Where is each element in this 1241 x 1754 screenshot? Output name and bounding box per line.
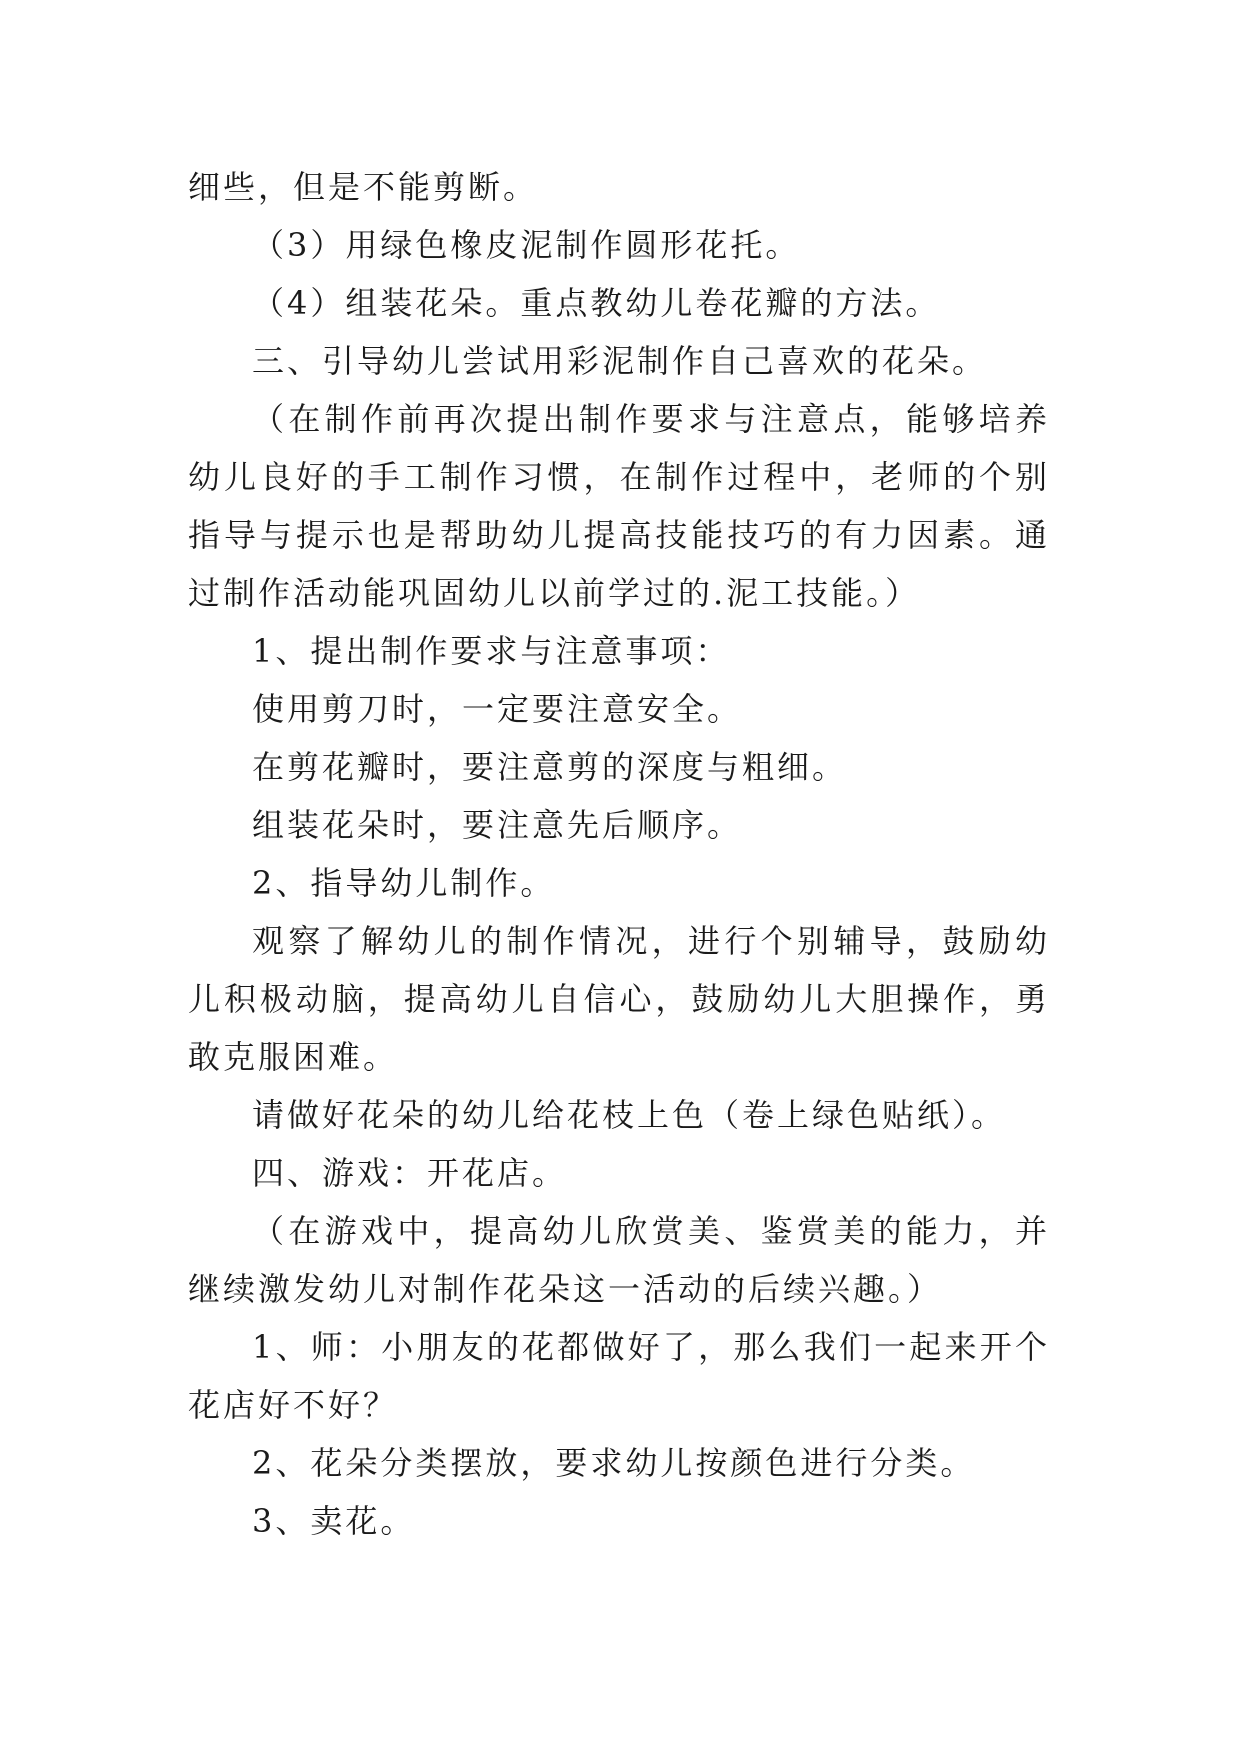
- paragraph: 组装花朵时，要注意先后顺序。: [252, 806, 743, 844]
- paragraph: 在剪花瓣时，要注意剪的深度与粗细。: [252, 748, 848, 786]
- paragraph: （在制作前再次提出制作要求与注意点，能够培养幼儿良好的手工制作习惯，在制作过程中，老师的个别指导与提示也是帮助幼儿提高技能技巧的有力因素。通过制作活动能巩固幼儿以前学过的.泥工技能。）: [188, 400, 1050, 612]
- list-item: 1、师：小朋友的花都做好了，那么我们一起来开个花店好不好？: [188, 1328, 1050, 1424]
- section-heading: 四、游戏：开花店。: [252, 1154, 568, 1192]
- document-body: [188, 158, 1050, 1550]
- paragraph: 细些，但是不能剪断。: [188, 168, 539, 206]
- paragraph: （3）用绿色橡皮泥制作圆形花托。: [252, 226, 801, 264]
- paragraph: （4）组装花朵。重点教幼儿卷花瓣的方法。: [252, 284, 941, 322]
- list-item: 1、提出制作要求与注意事项：: [252, 632, 731, 670]
- list-item: 2、花朵分类摆放，要求幼儿按颜色进行分类。: [252, 1444, 976, 1482]
- paragraph: （在游戏中，提高幼儿欣赏美、鉴赏美的能力，并继续激发幼儿对制作花朵这一活动的后续兴趣。）: [188, 1212, 1050, 1308]
- list-item: 3、卖花。: [252, 1502, 416, 1540]
- paragraph: 观察了解幼儿的制作情况，进行个别辅导，鼓励幼儿积极动脑，提高幼儿自信心，鼓励幼儿大胆操作，勇敢克服困难。: [188, 922, 1050, 1076]
- section-heading: 三、引导幼儿尝试用彩泥制作自己喜欢的花朵。: [252, 342, 988, 380]
- list-item: 2、指导幼儿制作。: [252, 864, 556, 902]
- paragraph: 请做好花朵的幼儿给花枝上色（卷上绿色贴纸）。: [252, 1096, 1007, 1134]
- paragraph: 使用剪刀时，一定要注意安全。: [252, 690, 743, 728]
